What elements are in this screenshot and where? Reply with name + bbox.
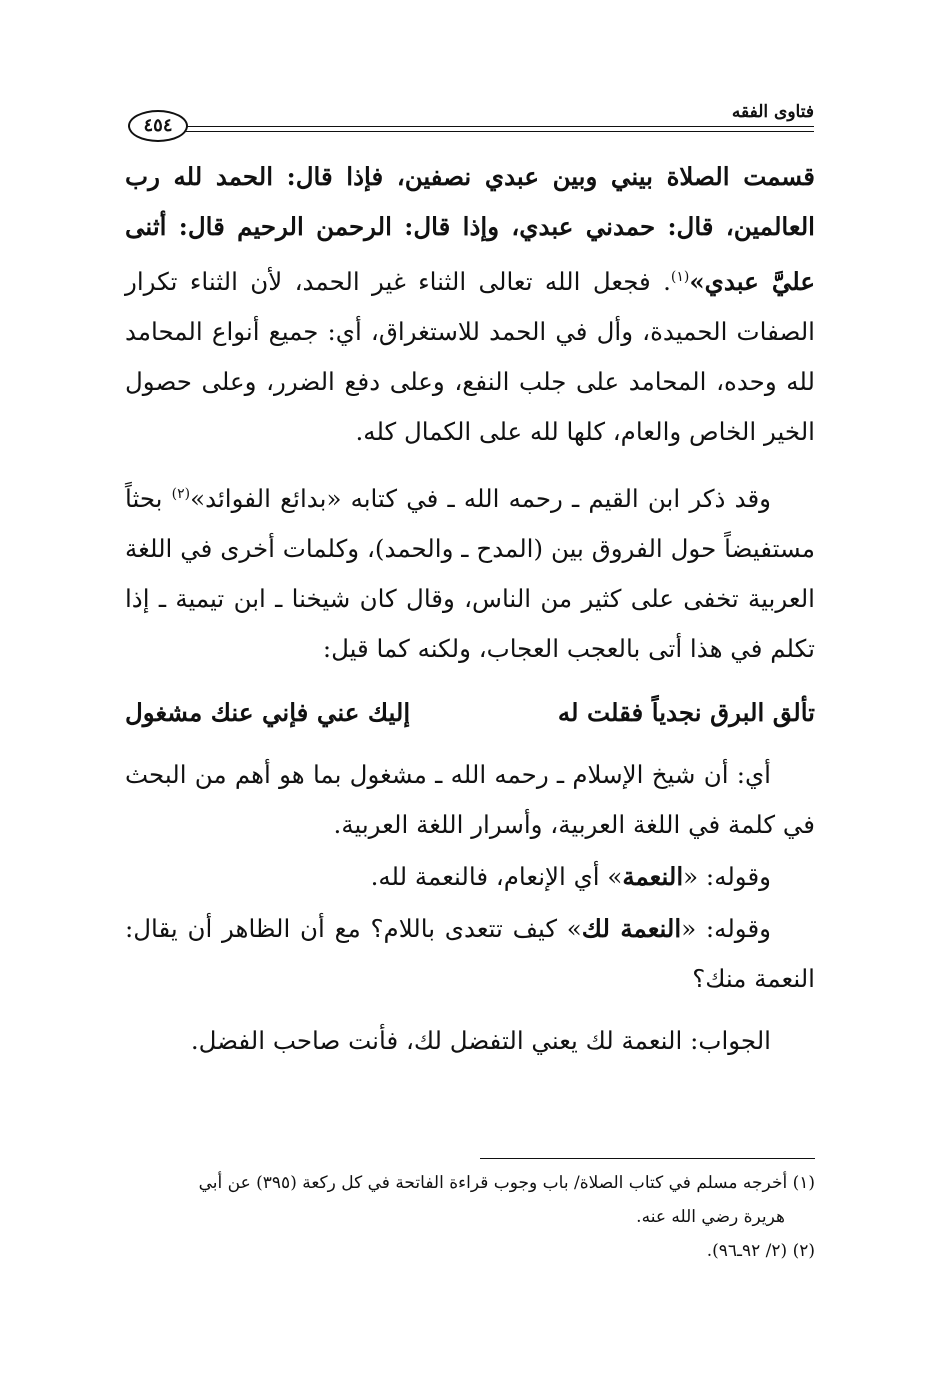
paragraph-explanation: أي: أن شيخ الإسلام ـ رحمه الله ـ مشغول بما هو أهم من البحث في كلمة في اللغة العربية، وأسرار اللغة العربية. [125,760,815,840]
verse-second-half: إليك عني فإني عنك مشغول [125,698,411,728]
paragraph-hadith [125,152,815,457]
poetry-verse [125,688,815,738]
footnote-separator [480,1158,815,1159]
footnote-ref-2: (٢) [171,486,191,503]
nima-term: النعمة [622,862,684,892]
page-number: ٤٥٤ [128,110,188,142]
paragraph-answer: الجواب: النعمة لك يعني التفضل لك، فأنت صاحب الفضل. [190,1026,771,1056]
verse-first-half: تألق البرق نجدياً فقلت له [557,698,815,728]
footnote-1-line-1: (١) أخرجه مسلم في كتاب الصلاة/ باب وجوب قراءة الفاتحة في كل ركعة (٣٩٥) عن أبي [198,1173,815,1193]
paragraph-nima-laka [125,904,815,1004]
nima-laka-prefix: وقوله: « [681,914,771,944]
hadith-commentary: . فجعل الله تعالى الثناء غير الحمد، لأن الثناء تكرار الصفات الحميدة، وأل في الحمد للاستغراق، أي: جميع أنواع المحامد لله وحده، المحامد على جلب النفع، وعلى دفع الضرر، وعلى حصول الخير الخاص والعام، كلها لله على الكمال كله. [125,267,815,447]
footnote-1-line-2: هريرة رضي الله عنه. [636,1207,785,1227]
paragraph-ibn-qayyim [125,469,815,674]
footnotes [125,1166,815,1268]
page-body [125,152,815,1066]
nima-laka-suffix: » كيف تتعدى باللام؟ مع أن الظاهر أن يقال: النعمة منك؟ [125,914,815,994]
footnote-2: (٢) (٢/ ٩٢ـ٩٦). [706,1241,815,1261]
header-rule [186,126,814,132]
nima-laka-term: النعمة لك [581,914,682,944]
book-title: فتاوى الفقه [731,102,814,122]
page-header [128,96,814,140]
ibn-qayyim-intro: وقد ذكر ابن القيم ـ رحمه الله ـ في كتابه «بدائع الفوائد» [190,484,771,514]
paragraph-nima [125,852,815,902]
footnote-ref-1: (١) [670,269,690,285]
nima-suffix: » أي الإنعام، فالنعمة لله. [370,862,623,892]
nima-prefix: وقوله: « [683,862,771,892]
hadith-quote: قسمت الصلاة بيني وبين عبدي نصفين، فإذا قال: الحمد لله رب العالمين، قال: حمدني عبدي، وإذا قال: الرحمن الرحيم قال: أثنى عليَّ عبدي» [125,162,815,297]
ibn-qayyim-text: بحثاً مستفيضاً حول الفروق بين (المدح ـ والحمد)، وكلمات أخرى في اللغة العربية تخفى على كثير من الناس، وقال كان شيخنا ـ ابن تيمية ـ إذا تكلم في هذا أتى بالعجب العجاب، ولكنه كما قيل: [125,484,815,664]
